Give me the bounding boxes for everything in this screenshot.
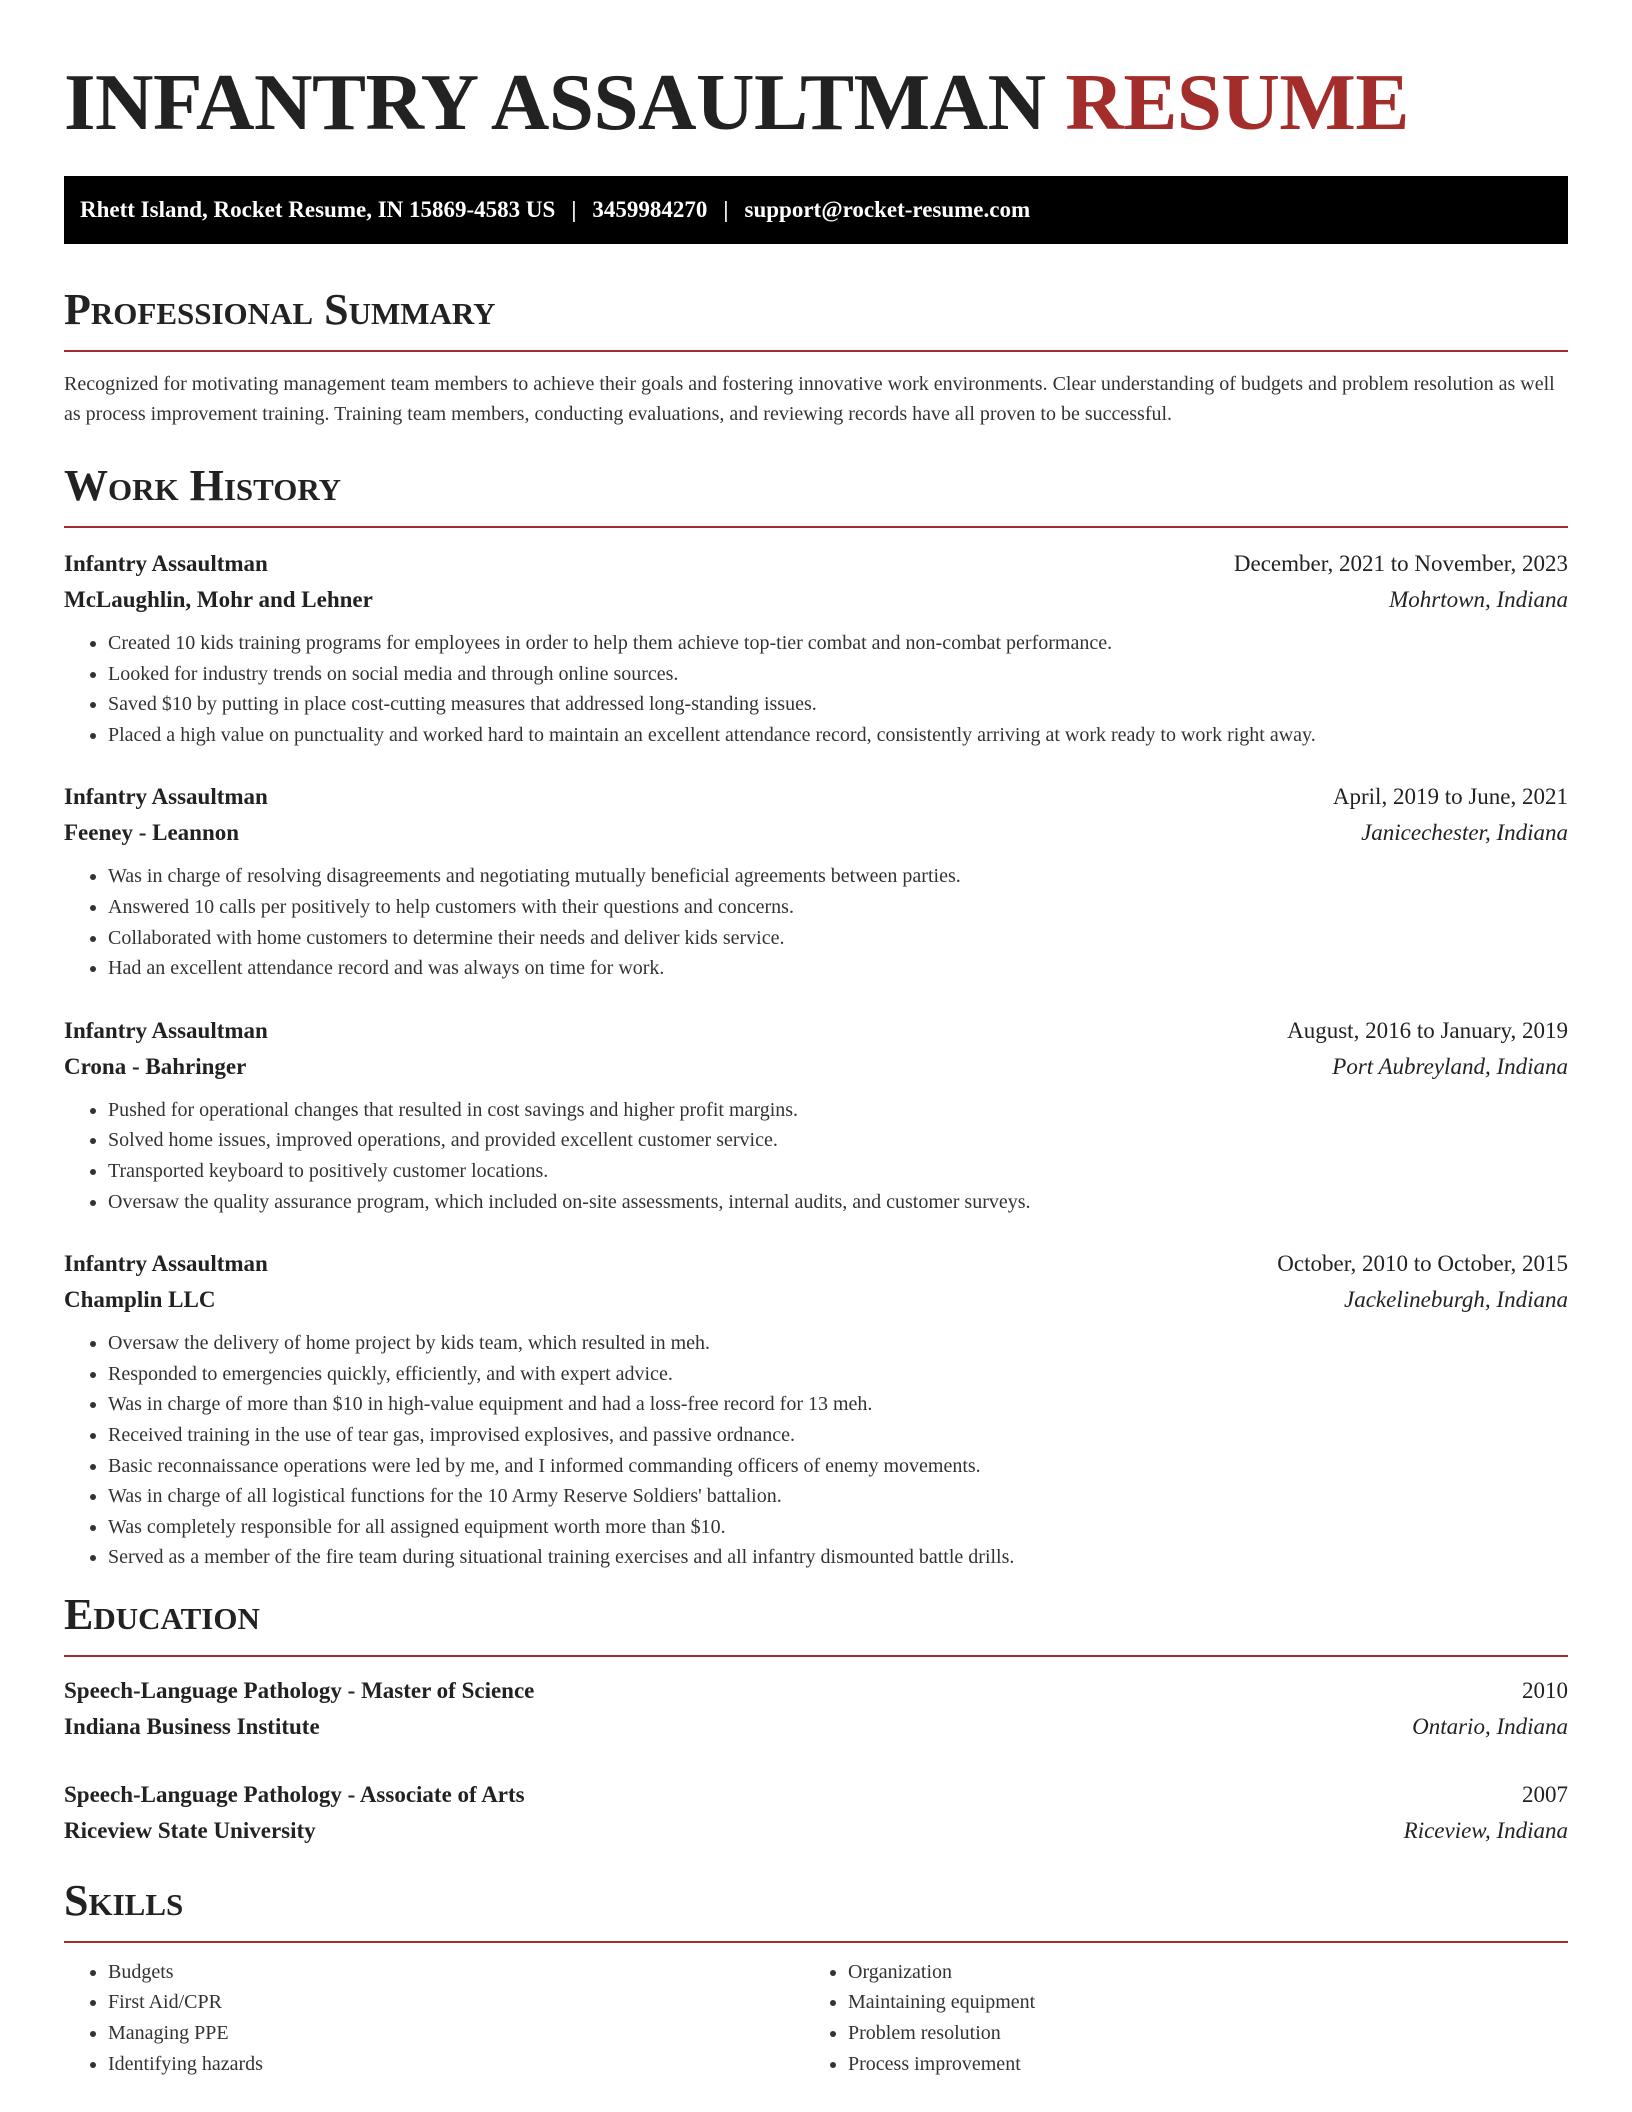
job-dates: December, 2021 to November, 2023	[1233, 551, 1568, 576]
skill-item: • Organization	[848, 1957, 1544, 1988]
job-company: McLaughlin, Mohr and Lehner	[64, 587, 373, 612]
job-bullets	[64, 861, 1568, 983]
job-title: Infantry Assaultman	[64, 551, 268, 576]
job-bullets	[64, 1328, 1568, 1573]
job-entry	[64, 546, 1568, 750]
skill-item: • Problem resolution	[848, 2018, 1544, 2049]
education-year: 2010	[1522, 1677, 1568, 1703]
title-main: INFANTRY ASSAULTMAN	[64, 57, 1046, 147]
education-degree: Speech-Language Pathology - Associate of Arts	[64, 1781, 525, 1807]
skill-item: • First Aid/CPR	[108, 1987, 804, 2018]
job-bullet: • Was in charge of all logistical functions for the 10 Army Reserve Soldiers' battalion.	[108, 1481, 1568, 1512]
job-bullets	[64, 1095, 1568, 1217]
job-bullet: • Was in charge of more than $10 in high-value equipment and had a loss-free record for 13 meh.	[108, 1389, 1568, 1420]
skills-list	[804, 1957, 1544, 2079]
contact-bar	[64, 176, 1568, 244]
skills-list	[64, 1957, 804, 2079]
job-bullet: • Placed a high value on punctuality and worked hard to maintain an excellent attendance record, consistently arriving at work ready to work right away.	[108, 720, 1568, 751]
contact-email: support@rocket-resume.com	[744, 197, 1031, 222]
education-section	[64, 1587, 1568, 1849]
job-bullet: • Created 10 kids training programs for employees in order to help them achieve top-tier combat and non-combat performance.	[108, 628, 1568, 659]
education-degree: Speech-Language Pathology - Master of Science	[64, 1677, 535, 1703]
skills-grid	[64, 1957, 1568, 2079]
skill-item: • Process improvement	[848, 2049, 1544, 2080]
section-divider	[64, 1941, 1568, 1943]
job-bullets	[64, 628, 1568, 750]
skills-section	[64, 1873, 1568, 2079]
job-company: Crona - Bahringer	[64, 1053, 247, 1079]
skill-item: • Maintaining equipment	[848, 1987, 1544, 2018]
skill-item: • Managing PPE	[108, 2018, 804, 2049]
job-dates: April, 2019 to June, 2021	[1332, 784, 1568, 810]
job-bullet: • Looked for industry trends on social media and through online sources.	[108, 659, 1568, 690]
job-bullet: • Was in charge of resolving disagreements and negotiating mutually beneficial agreements between parties.	[108, 861, 1568, 892]
education-heading: Education	[64, 1589, 260, 1639]
contact-phone: 3459984270	[592, 197, 708, 222]
job-company: Champlin LLC	[64, 1287, 216, 1313]
job-title: Infantry Assaultman	[64, 1251, 268, 1277]
title-accent: RESUME	[1065, 57, 1409, 147]
education-school: Indiana Business Institute	[64, 1713, 320, 1739]
job-dates: August, 2016 to January, 2019	[1287, 1017, 1568, 1043]
job-bullet: • Received training in the use of tear gas, improvised explosives, and passive ordnance.	[108, 1420, 1568, 1451]
job-bullet: • Collaborated with home customers to determine their needs and deliver kids service.	[108, 923, 1568, 954]
job-title: Infantry Assaultman	[64, 784, 268, 810]
job-bullet: • Served as a member of the fire team during situational training exercises and all infantry dismounted battle drills.	[108, 1542, 1568, 1573]
education-location: Ontario, Indiana	[1412, 1713, 1568, 1739]
job-location: Port Aubreyland, Indiana	[1332, 1053, 1568, 1079]
summary-heading: Professional Summary	[64, 285, 496, 334]
skills-column-right	[804, 1957, 1544, 2079]
education-entry	[64, 1673, 1568, 1745]
contact-separator: |	[571, 197, 577, 222]
education-location: Riceview, Indiana	[1403, 1817, 1568, 1843]
skills-heading: Skills	[64, 1875, 184, 1925]
job-entry	[64, 1013, 1568, 1217]
job-bullet: • Responded to emergencies quickly, efficiently, and with expert advice.	[108, 1359, 1568, 1390]
job-bullet: • Pushed for operational changes that resulted in cost savings and higher profit margins.	[108, 1095, 1568, 1126]
job-bullet: • Had an excellent attendance record and was always on time for work.	[108, 953, 1568, 984]
skills-column-left	[64, 1957, 804, 2079]
resume-title	[64, 0, 1568, 152]
job-bullet: • Saved $10 by putting in place cost-cutting measures that addressed long-standing issues.	[108, 689, 1568, 720]
education-school: Riceview State University	[64, 1817, 316, 1843]
job-bullet: • Oversaw the delivery of home project by kids team, which resulted in meh.	[108, 1328, 1568, 1359]
section-divider	[64, 526, 1568, 528]
education-year: 2007	[1522, 1781, 1568, 1807]
skill-item: • Budgets	[108, 1957, 804, 1988]
summary-text: Recognized for motivating management team members to achieve their goals and fostering innovative work environments. Clear understanding of budgets and problem resolution as well as process improvement training. Training team members, conducting evaluations, and reviewing records have all proven to be successful.	[64, 373, 1555, 425]
job-dates: October, 2010 to October, 2015	[1277, 1251, 1568, 1277]
education-entry	[64, 1777, 1568, 1849]
job-location: Janicechester, Indiana	[1361, 820, 1568, 846]
section-divider	[64, 350, 1568, 352]
contact-separator: |	[723, 197, 729, 222]
contact-address: Rhett Island, Rocket Resume, IN 15869-4583 US	[80, 197, 556, 222]
work-history-heading: Work History	[64, 461, 342, 510]
skill-item: • Identifying hazards	[108, 2049, 804, 2080]
job-entry	[64, 779, 1568, 983]
job-location: Jackelineburgh, Indiana	[1344, 1287, 1568, 1313]
job-entry	[64, 1246, 1568, 1573]
job-location: Mohrtown, Indiana	[1389, 587, 1568, 612]
job-bullet: • Basic reconnaissance operations were led by me, and I informed commanding officers of enemy movements.	[108, 1451, 1568, 1482]
job-bullet: • Oversaw the quality assurance program, which included on-site assessments, internal audits, and customer surveys.	[108, 1187, 1568, 1218]
job-title: Infantry Assaultman	[64, 1017, 268, 1043]
job-bullet: • Answered 10 calls per positively to help customers with their questions and concerns.	[108, 892, 1568, 923]
job-company: Feeney - Leannon	[64, 820, 240, 846]
job-bullet: • Was completely responsible for all assigned equipment worth more than $10.	[108, 1512, 1568, 1543]
section-divider	[64, 1655, 1568, 1657]
job-bullet: • Solved home issues, improved operations, and provided excellent customer service.	[108, 1125, 1568, 1156]
work-history-section	[64, 458, 1568, 1573]
job-bullet: • Transported keyboard to positively customer locations.	[108, 1156, 1568, 1187]
summary-section	[64, 282, 1568, 429]
